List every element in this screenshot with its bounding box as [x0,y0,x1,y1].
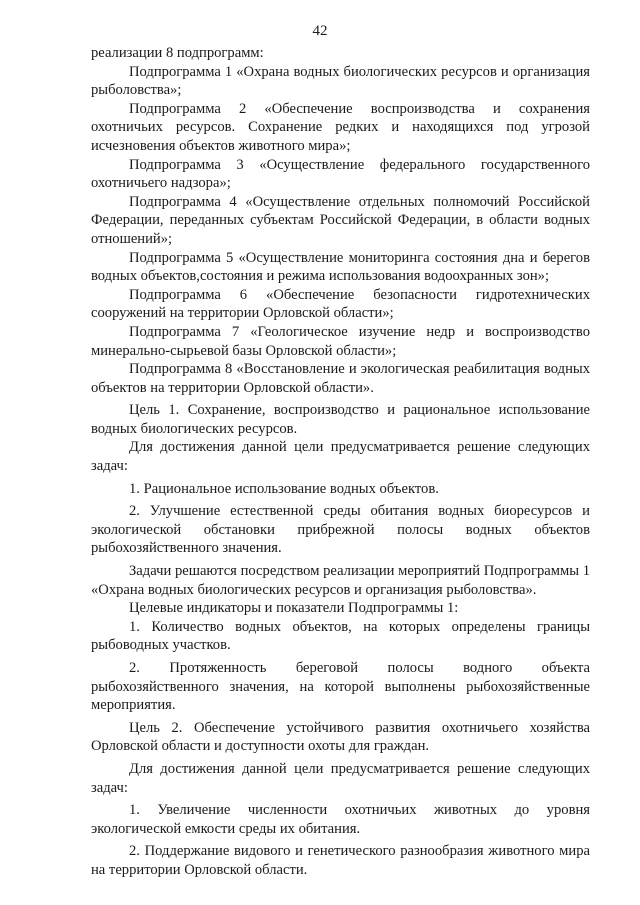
document-body [91,44,590,880]
subprogram-2-item: Подпрограмма 2 «Обеспечение воспроизводства и сохранения охотничьих ресурсов. Сохранение редких и находящихся под угрозой исчезновения объектов животного мира»; [91,100,590,154]
goal-1-task-2: 2. Улучшение естественной среды обитания водных биоресурсов и экологической обстановки прибрежной полосы водных объектов рыбохозяйственного значения. [91,503,590,557]
indicator-2: 2. Протяженность береговой полосы водного объекта рыбохозяйственного значения, на которой выполнены рыбохозяйственные мероприятия. [91,660,590,714]
goal-2-task-1: 1. Увеличение численности охотничьих животных до уровня экологической емкости среды их обитания. [91,802,590,837]
subprogram-8-item: Подпрограмма 8 «Восстановление и экологическая реабилитация водных объектов на территории Орловской области». [91,361,590,396]
goal-1-task-1: 1. Рациональное использование водных объектов. [129,480,439,497]
goal-1-tasks-intro: Для достижения данной цели предусматривается решение следующих задач: [91,439,590,475]
intro-line: реализации 8 подпрограмм: [91,45,264,61]
subprogram-3-item: Подпрограмма 3 «Осуществление федерального государственного охотничьего надзора»; [91,156,590,192]
subprogram-4-item: Подпрограмма 4 «Осуществление отдельных полномочий Российской Федерации, переданных субъектам Российской Федерации, в области водных отношений»; [91,193,590,247]
goal-1-tasks-solution: Задачи решаются посредством реализации мероприятий Подпрограммы 1 «Охрана водных биологических ресурсов и организация рыболовства». [91,563,590,598]
page-number: 42 [312,23,328,39]
indicators-heading: Целевые индикаторы и показатели Подпрограммы 1: [129,600,459,617]
indicator-1: 1. Количество водных объектов, на которых определены границы рыбоводных участков. [91,618,590,654]
subprogram-5-item: Подпрограмма 5 «Осуществление мониторинга состояния дна и берегов водных объектов,состояния и режима использования водоохранных зон»; [91,249,590,285]
subprogram-7-item: Подпрограмма 7 «Геологическое изучение недр и воспроизводство минерально-сырьевой базы Орловской области»; [91,323,590,359]
subprogram-6-item: Подпрограмма 6 «Обеспечение безопасности гидротехнических сооружений на территории Орловской области»; [91,286,590,322]
goal-2-tasks-intro: Для достижения данной цели предусматривается решение следующих задач: [91,760,590,796]
goal-2-paragraph: Цель 2. Обеспечение устойчивого развития охотничьего хозяйства Орловской области и доступности охоты для граждан. [91,719,590,755]
subprogram-1-item: Подпрограмма 1 «Охрана водных биологических ресурсов и организация рыболовства»; [91,63,590,99]
goal-1-paragraph: Цель 1. Сохранение, воспроизводство и рациональное использование водных биологических ресурсов. [91,402,590,437]
goal-2-task-2: 2. Поддержание видового и генетического разнообразия животного мира на территории Орловской области. [91,843,590,878]
